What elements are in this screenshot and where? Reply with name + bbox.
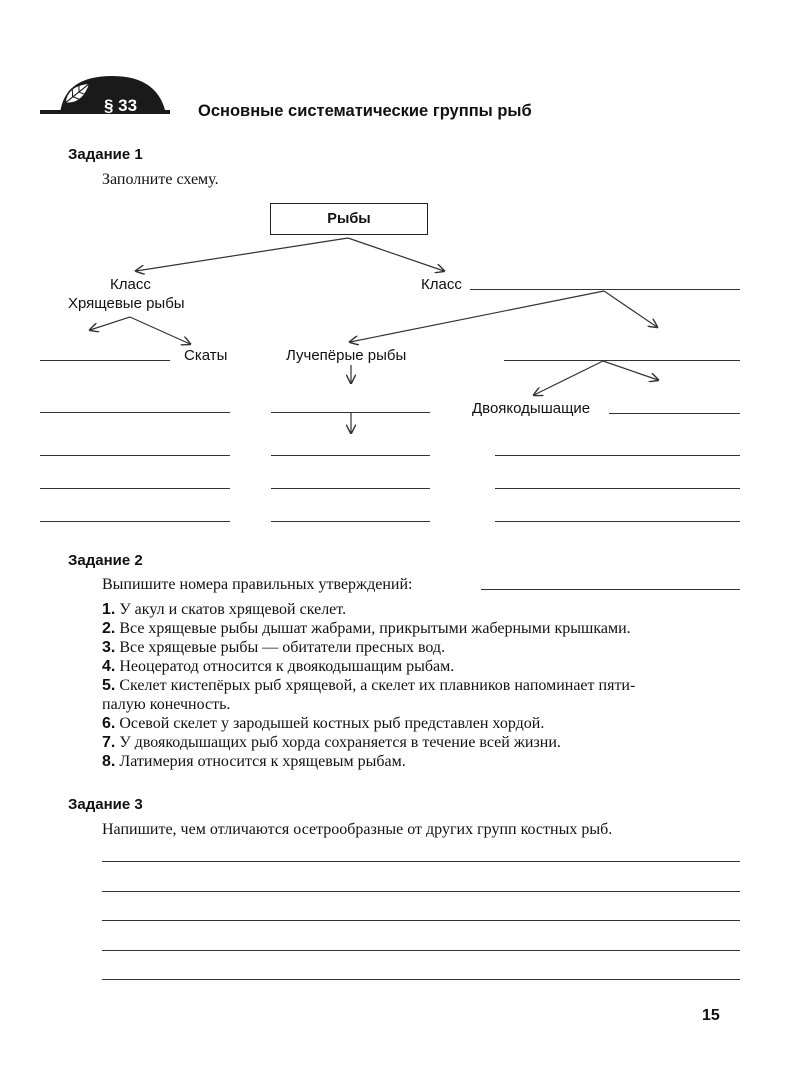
scheme-blank[interactable] xyxy=(271,455,430,456)
statement-item: 5. Скелет кистепёрых рыб хрящевой, а скелет их плавников напоминает пяти- xyxy=(102,677,636,694)
scheme-root-label: Рыбы xyxy=(327,211,371,227)
scheme-blank[interactable] xyxy=(40,412,230,413)
page-title: Основные систематические группы рыб xyxy=(198,102,532,120)
class-cartilaginous-label: Хрящевые рыбы xyxy=(68,295,185,312)
rays-label: Скаты xyxy=(184,347,228,364)
scheme-blank[interactable] xyxy=(40,360,170,361)
scheme-blank[interactable] xyxy=(40,455,230,456)
lungfish-label: Двоякодышащие xyxy=(472,400,591,417)
scheme-root-box xyxy=(270,203,428,235)
scheme-blank[interactable] xyxy=(495,521,740,522)
scheme-blank[interactable] xyxy=(40,488,230,489)
class-left-label: Класс xyxy=(110,276,151,293)
page-number: 15 xyxy=(702,1007,720,1024)
statement-item-continued: палую конечность. xyxy=(102,696,231,713)
scheme-blank[interactable] xyxy=(495,455,740,456)
statement-item: 2. Все хрящевые рыбы дышат жабрами, прикрытыми жаберными крышками. xyxy=(102,620,631,637)
scheme-blank[interactable] xyxy=(40,521,230,522)
answer-line[interactable] xyxy=(102,950,740,951)
task3-heading: Задание 3 xyxy=(68,796,143,813)
scheme-blank[interactable] xyxy=(504,360,740,361)
scheme-blank[interactable] xyxy=(609,413,740,414)
answer-line[interactable] xyxy=(102,891,740,892)
answer-line[interactable] xyxy=(102,979,740,980)
scheme-blank[interactable] xyxy=(271,412,430,413)
statement-item: 8. Латимерия относится к хрящевым рыбам. xyxy=(102,753,406,770)
task1-heading: Задание 1 xyxy=(68,146,143,163)
scheme-blank[interactable] xyxy=(495,488,740,489)
statement-item: 7. У двоякодышащих рыб хорда сохраняется в течение всей жизни. xyxy=(102,734,561,751)
task3-instruction: Напишите, чем отличаются осетрообразные от других групп костных рыб. xyxy=(102,821,613,838)
section-number: § 33 xyxy=(104,96,138,115)
class-right-label: Класс xyxy=(421,276,462,293)
task2-answer-blank[interactable] xyxy=(481,589,740,590)
statement-item: 6. Осевой скелет у зародышей костных рыб представлен хордой. xyxy=(102,715,545,732)
task1-instruction: Заполните схему. xyxy=(102,171,219,188)
statement-item: 1. У акул и скатов хрящевой скелет. xyxy=(102,601,347,618)
answer-line[interactable] xyxy=(102,861,740,862)
ray-finned-label: Лучепёрые рыбы xyxy=(286,347,407,364)
task2-heading: Задание 2 xyxy=(68,552,143,569)
statement-item: 3. Все хрящевые рыбы — обитатели пресных вод. xyxy=(102,639,446,656)
answer-line[interactable] xyxy=(102,920,740,921)
task2-instruction: Выпишите номера правильных утверждений: xyxy=(102,576,413,593)
class-right-blank[interactable] xyxy=(470,289,740,290)
scheme-blank[interactable] xyxy=(271,521,430,522)
statement-item: 4. Неоцератод относится к двоякодышащим рыбам. xyxy=(102,658,455,675)
scheme-blank[interactable] xyxy=(271,488,430,489)
